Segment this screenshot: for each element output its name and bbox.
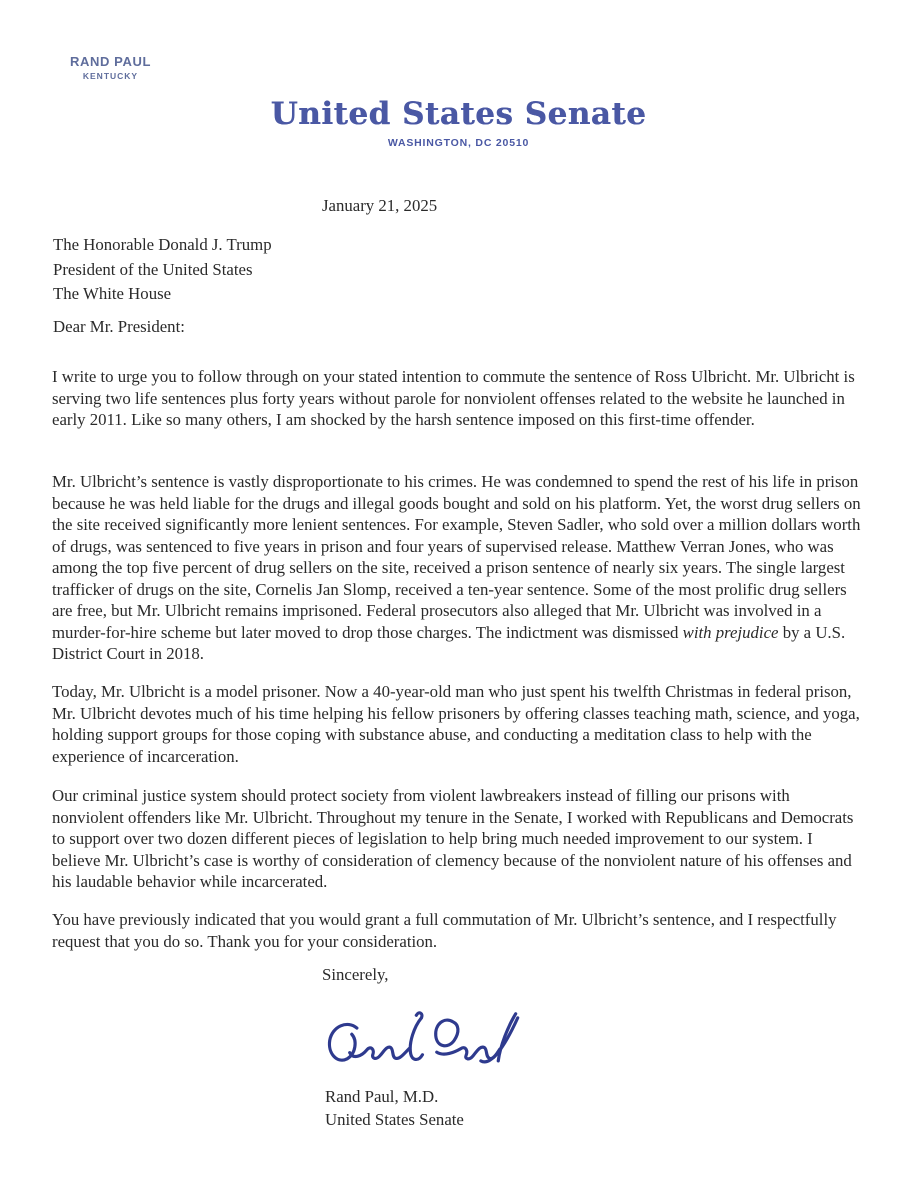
signer-title: United States Senate <box>325 1109 464 1129</box>
paragraph-text: I write to urge you to follow through on your stated intention to commute the sentence of Ross Ulbricht. Mr. Ulbricht is serving two life sentences plus forty years without parole for nonviolent offenses related to the website he launched in early 2011. Like so many others, I am shocked by the harsh sentence imposed on this first-time offender. <box>52 367 855 429</box>
salutation: Dear Mr. President: <box>53 317 185 336</box>
letterhead-title: United States Senate <box>270 96 647 132</box>
paragraph-text: You have previously indicated that you would grant a full commutation of Mr. Ulbricht’s sentence, and I respectfully request that you do so. Thank you for your consideration. <box>52 910 837 951</box>
sender-block <box>70 54 151 81</box>
sender-state: KENTUCKY <box>82 71 139 81</box>
paragraph-text-italic: with prejudice <box>682 622 779 642</box>
paragraph-text: Mr. Ulbricht’s sentence is vastly disproportionate to his crimes. He was condemned to spend the rest of his life in prison because he was held liable for the drugs and illegal goods bought and sold on his platform. Yet, the worst drug sellers on the site received significantly more lenient sentences. For example, Steven Sadler, who sold over a million dollars worth of drugs, was sentenced to five years in prison and four years of supervised release. Matthew Verran Jones, who was among the top five percent of drug sellers on the site, received a prison sentence of nearly six years. The single largest trafficker of drugs on the site, Cornelis Jan Slomp, received a ten-year sentence. Some of the most prolific drug sellers are free, but Mr. Ulbricht remains imprisoned. Federal prosecutors also alleged that Mr. Ulbricht was involved in a murder-for-hire scheme but later moved to drop those charges. The indictment was dismissed <box>52 472 861 642</box>
recipient-line: The White House <box>53 284 172 303</box>
recipient-block <box>53 233 272 307</box>
letterhead-address: WASHINGTON, DC 20510 <box>387 137 530 149</box>
recipient-line: The Honorable Donald J. Trump <box>53 235 272 254</box>
recipient-line: President of the United States <box>53 259 253 279</box>
sender-name: RAND PAUL <box>70 54 151 69</box>
paragraph-text: Today, Mr. Ulbricht is a model prisoner. Now a 40-year-old man who just spent his twelfth Christmas in federal prison, Mr. Ulbricht devotes much of his time helping his fellow prisoners by offering classes teaching math, science, and yoga, holding support groups for those coping with substance abuse, and conducting a meditation class to help with the experience of incarceration. <box>52 682 860 766</box>
signer-name: Rand Paul, M.D. <box>325 1087 439 1106</box>
paragraph-text: by a U.S. District Court in 2018. <box>52 622 846 663</box>
valediction: Sincerely, <box>322 965 389 984</box>
body-paragraph-3 <box>52 681 864 767</box>
signer-block <box>325 1086 464 1131</box>
body-paragraph-2 <box>52 471 864 665</box>
body-paragraph-4 <box>52 785 864 893</box>
letter-date: January 21, 2025 <box>322 196 438 215</box>
paragraph-text: Our criminal justice system should protect society from violent lawbreakers instead of filling our prisons with nonviolent offenders like Mr. Ulbricht. Throughout my tenure in the Senate, I worked with Republicans and Democrats to support over two dozen different pieces of legislation to help bring much needed improvement to our system. I believe Mr. Ulbricht’s case is worthy of consideration of clemency because of the nonviolent nature of his offenses and his laudable behavior while incarcerated. <box>52 786 854 891</box>
body-paragraph-1 <box>52 366 864 431</box>
body-paragraph-5 <box>52 909 864 952</box>
handwritten-signature <box>320 1006 530 1084</box>
